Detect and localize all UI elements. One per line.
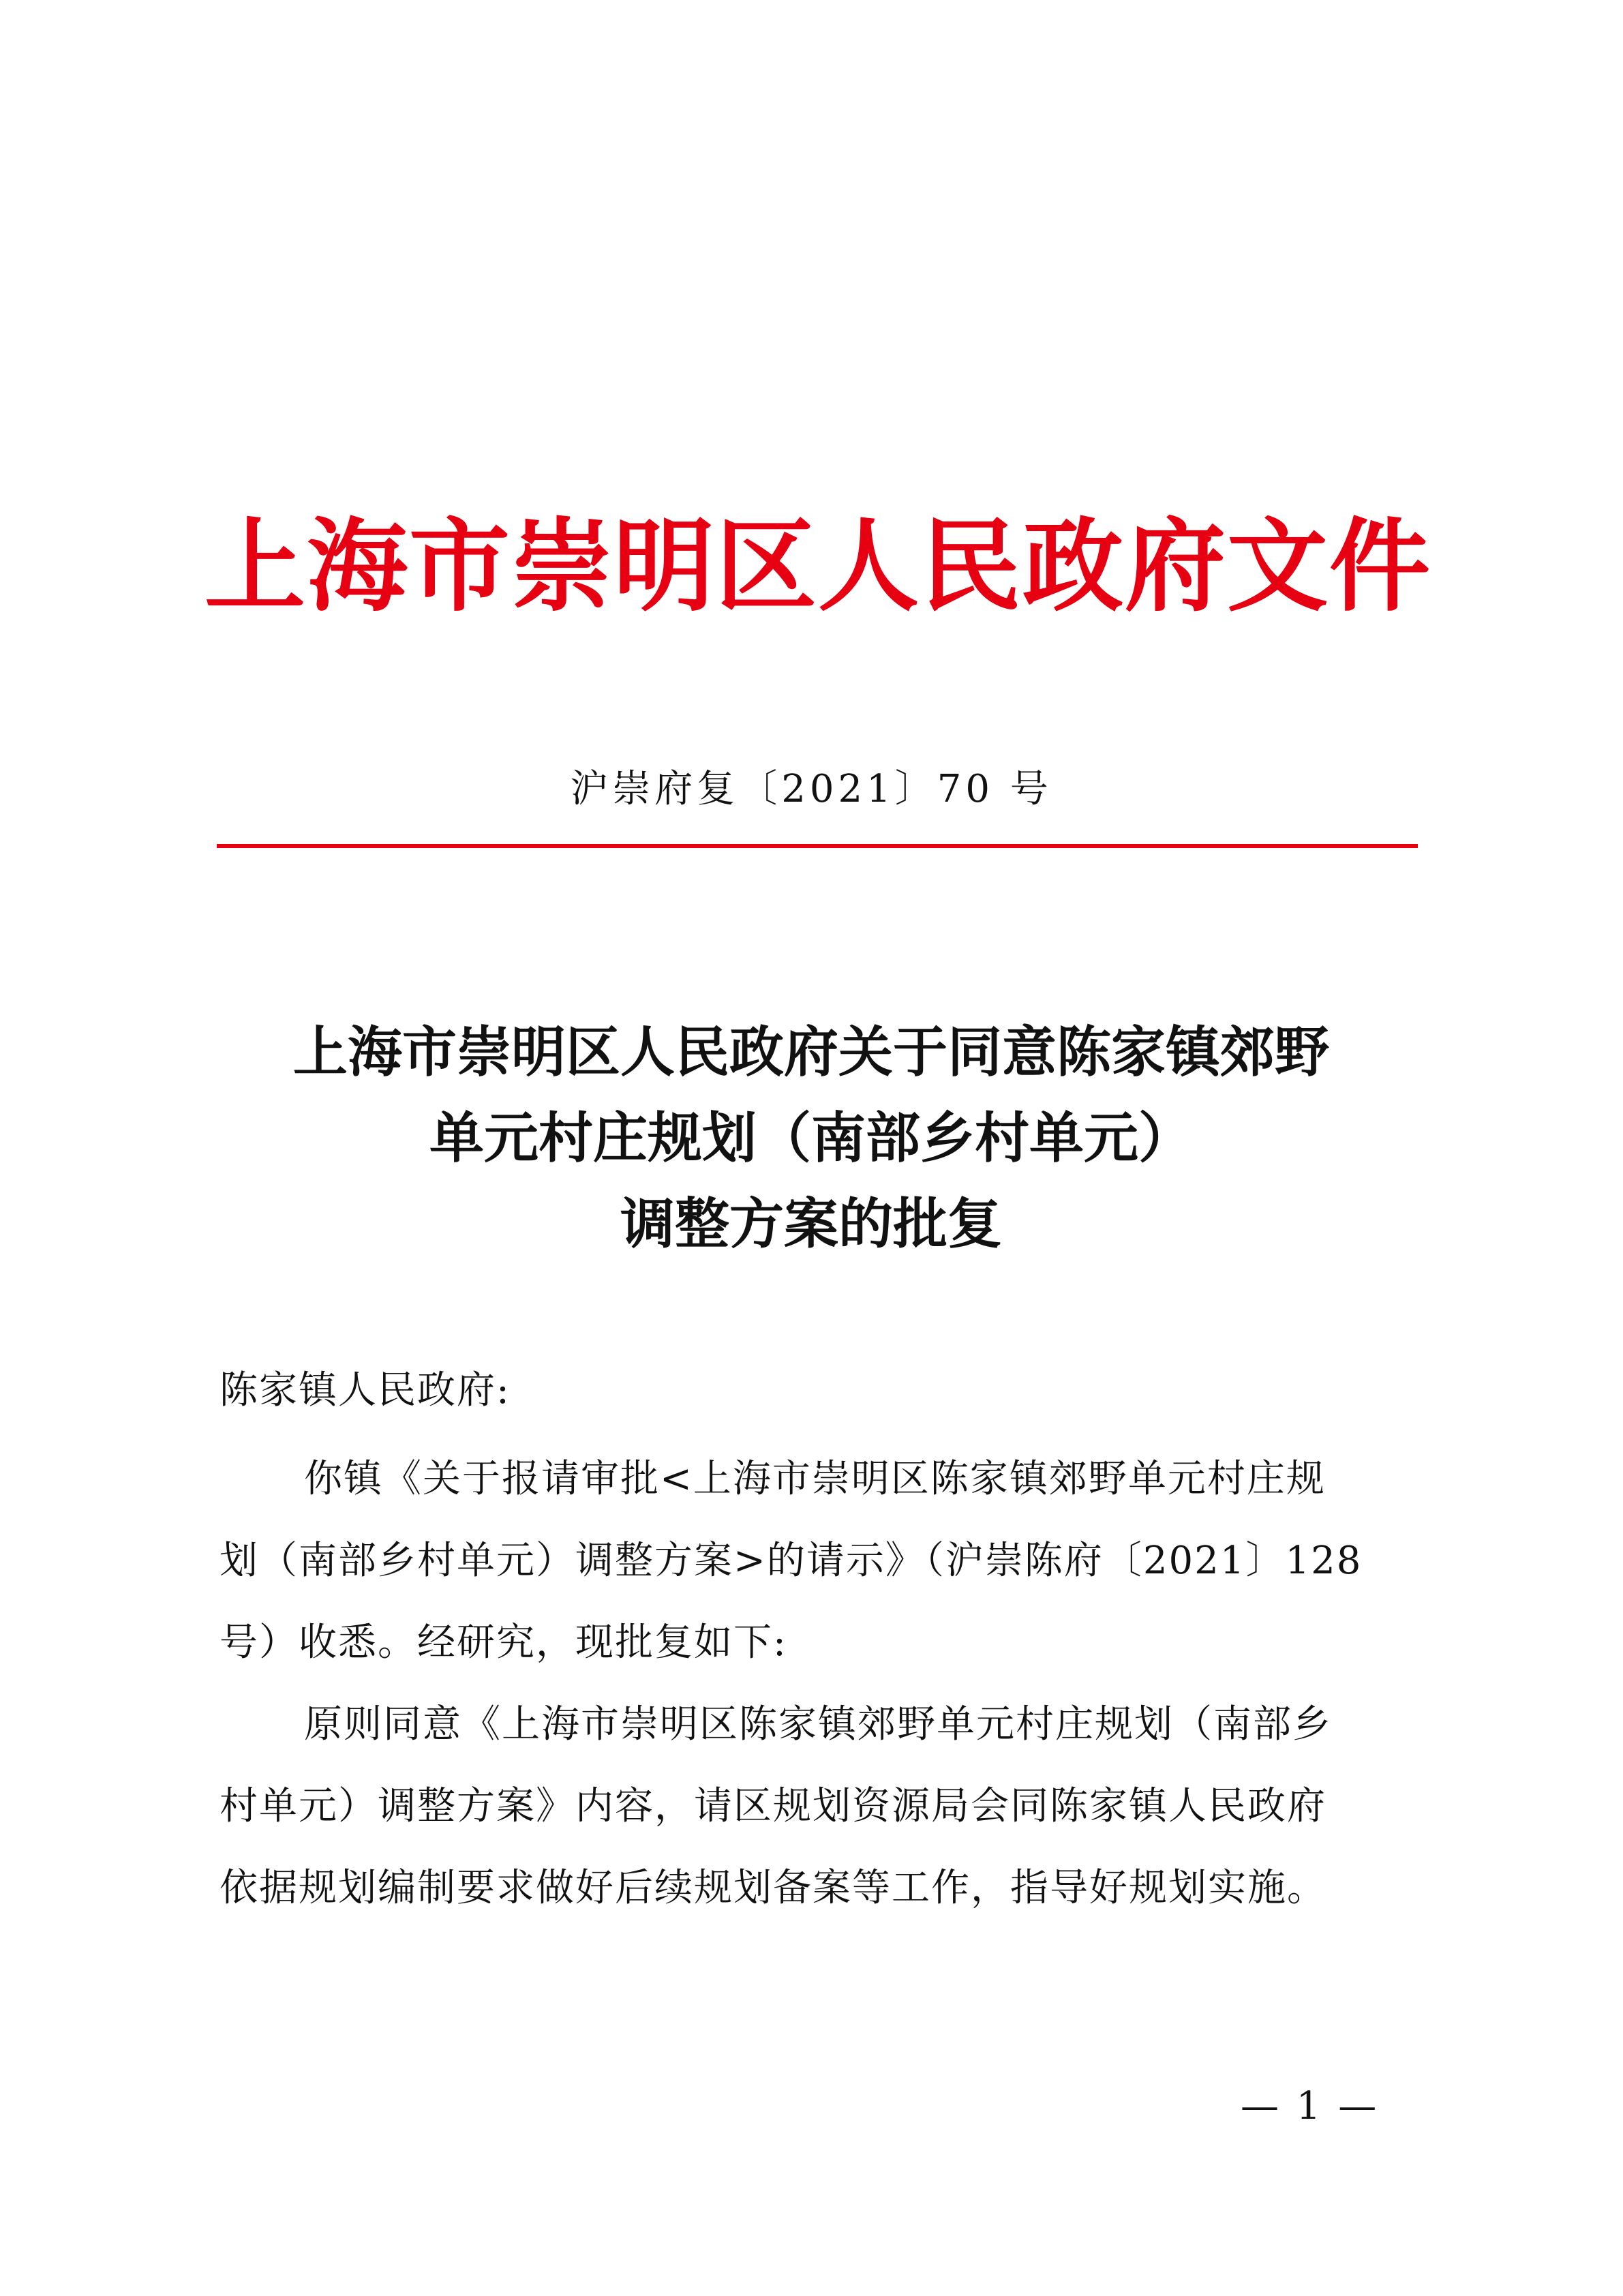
body-paragraph-2 [219, 1684, 1425, 1929]
paragraph-2-line-1: 原则同意《上海市崇明区陈家镇郊野单元村庄规划（南部乡 [304, 1702, 1332, 1747]
page-number: — 1 — [1241, 2084, 1380, 2128]
document-number: 沪崇府复〔2021〕70 号 [570, 767, 1052, 811]
body-paragraph-1 [219, 1438, 1425, 1684]
paragraph-1-line-2: 划（南部乡村单元）调整方案>的请示》（沪崇陈府〔2021〕128 [219, 1539, 1363, 1583]
paragraph-2-line-3: 依据规划编制要求做好后续规划备案等工作，指导好规划实施。 [219, 1866, 1326, 1910]
paragraph-1-line-1: 你镇《关于报请审批<上海市崇明区陈家镇郊野单元村庄规 [304, 1457, 1326, 1501]
document-title [204, 1009, 1418, 1267]
title-line-1: 上海市崇明区人民政府关于同意陈家镇郊野 [293, 1020, 1329, 1084]
masthead-title: 上海市崇明区人民政府文件 [204, 507, 1431, 625]
addressee: 陈家镇人民政府: [219, 1368, 511, 1413]
paragraph-2-line-2: 村单元）调整方案》内容，请区规划资源局会同陈家镇人民政府 [219, 1784, 1326, 1828]
paragraph-1-line-3: 号）收悉。经研究，现批复如下: [219, 1620, 787, 1665]
title-line-2: 单元村庄规划（南部乡村单元） [429, 1106, 1193, 1170]
title-line-3: 调整方案的批复 [620, 1192, 1002, 1256]
red-divider-line [217, 844, 1418, 848]
